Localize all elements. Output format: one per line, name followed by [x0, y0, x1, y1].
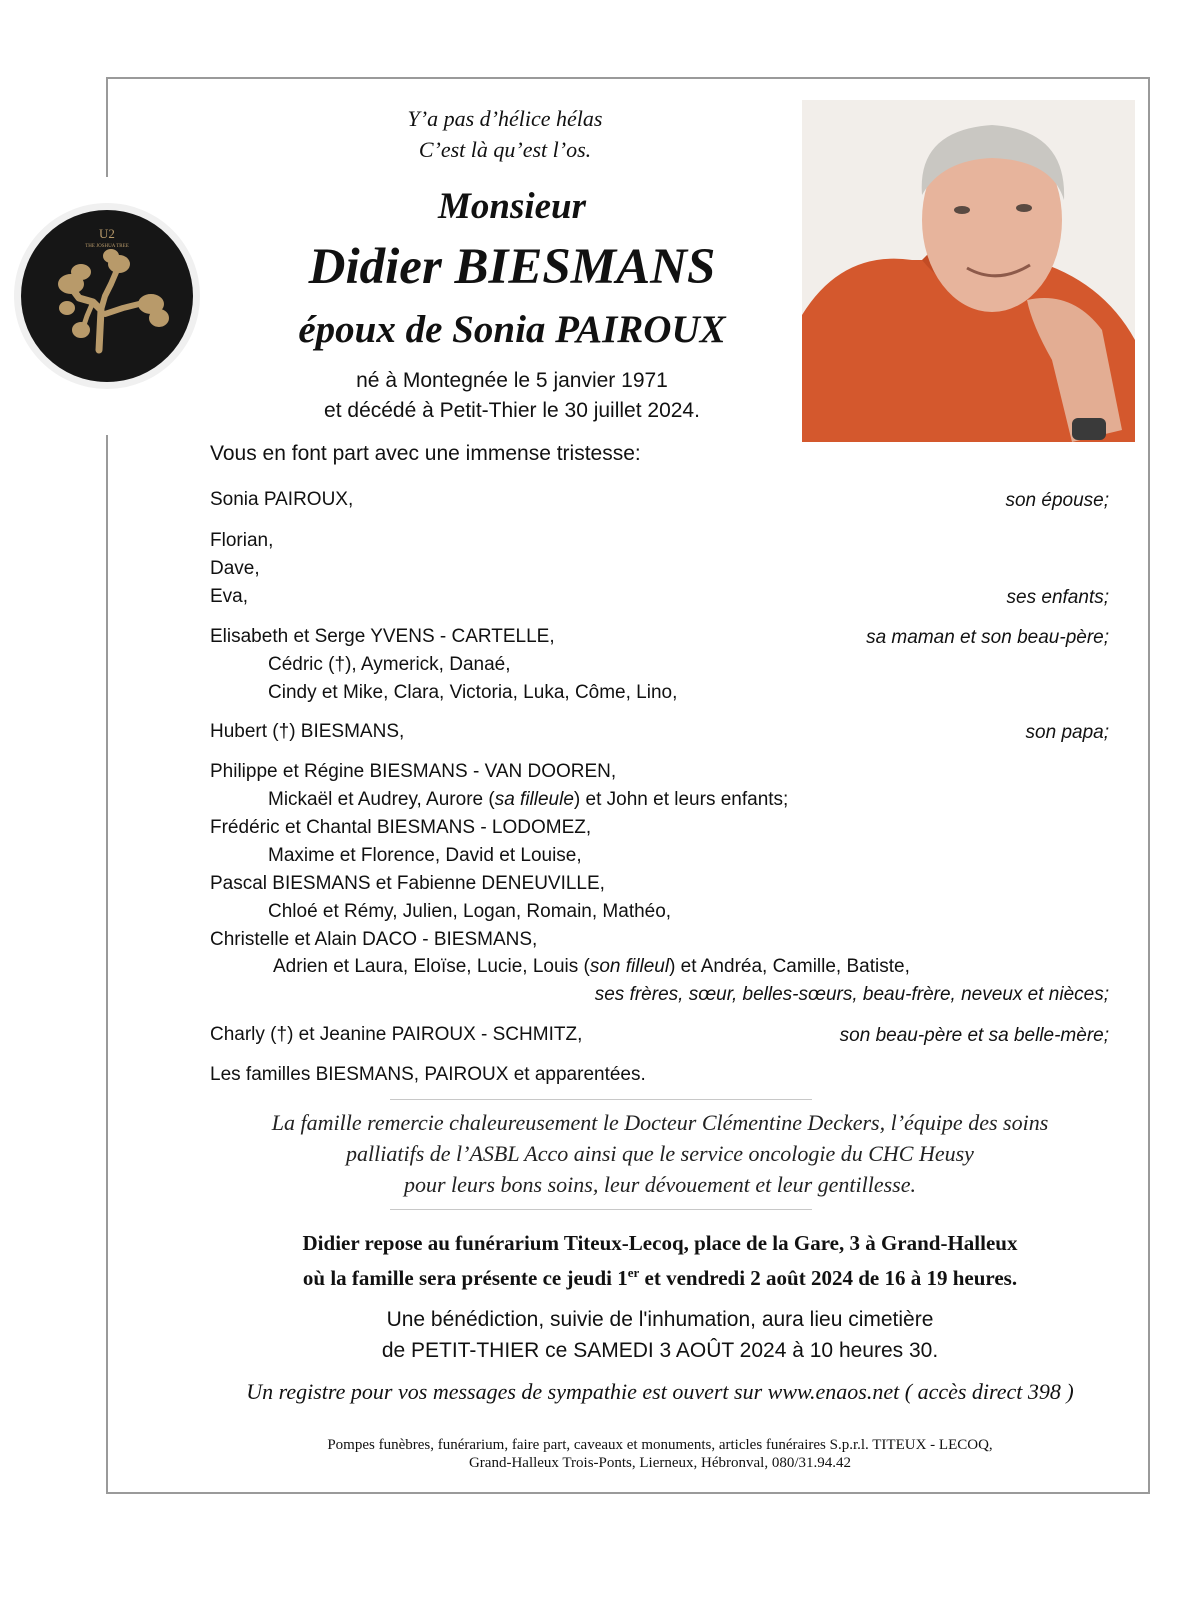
- footer-line: Grand-Halleux Trois-Ponts, Lierneux, Hébronval, 080/31.94.42: [468, 1455, 852, 1471]
- frame-top-border: [106, 77, 1150, 79]
- deceased-name: Didier BIESMANS: [308, 239, 716, 295]
- family-role: son beau-père et sa belle-mère;: [839, 1025, 1109, 1046]
- epitaph-motto: [305, 103, 705, 165]
- funeral-home-footer: [160, 1436, 1160, 1472]
- condolence-registry: Un registre pour vos messages de sympathie est ouvert sur www.enaos.net ( accès direct 398 ): [246, 1379, 1074, 1404]
- family-line: Philippe et Régine BIESMANS - VAN DOOREN,: [210, 761, 617, 782]
- visitation-line: [210, 1258, 1110, 1293]
- family-line: Chloé et Rémy, Julien, Logan, Romain, Mathéo,: [268, 901, 672, 922]
- family-line: Florian,: [210, 530, 274, 551]
- divider: [390, 1209, 812, 1210]
- family-line: Christelle et Alain DACO - BIESMANS,: [210, 929, 538, 950]
- family-line: Dave,: [210, 558, 260, 579]
- acknowledgement: [210, 1107, 1110, 1200]
- family-line: Pascal BIESMANS et Fabienne DENEUVILLE,: [210, 873, 605, 894]
- acknowledgement-line: pour leurs bons soins, leur dévouement et leur gentillesse.: [403, 1172, 917, 1197]
- spouse-line: époux de Sonia PAIROUX: [298, 308, 726, 351]
- frame-right-border: [1148, 77, 1150, 1494]
- family-text: ) et John et leurs enfants;: [573, 789, 789, 810]
- visitation-text: et vendredi 2 août 2024 de 16 à 19 heures.: [639, 1266, 1018, 1290]
- family-line: Cédric (†), Aymerick, Danaé,: [268, 654, 511, 675]
- family-line: Sonia PAIROUX,: [210, 489, 354, 510]
- portrait-photo: [802, 100, 1135, 442]
- death-line: et décédé à Petit-Thier le 30 juillet 2024.: [324, 399, 700, 422]
- family-text: ) et Andréa, Camille, Batiste,: [669, 956, 910, 977]
- visitation-text: où la famille sera présente ce jeudi 1: [302, 1266, 628, 1290]
- family-line: Maxime et Florence, David et Louise,: [268, 845, 582, 866]
- visitation-info: [210, 1228, 1110, 1293]
- portrait-illustration: [802, 100, 1135, 442]
- acknowledgement-line: palliatifs de l’ASBL Acco ainsi que le service oncologie du CHC Heusy: [346, 1141, 974, 1166]
- family-line: Les familles BIESMANS, PAIROUX et apparentées.: [210, 1064, 646, 1085]
- family-role: sa maman et son beau-père;: [866, 627, 1109, 648]
- family-line: [268, 789, 788, 811]
- godchild-note: sa filleule: [494, 789, 574, 810]
- frame-left-border-lower: [106, 435, 108, 1494]
- ordinal-suffix: er: [627, 1265, 640, 1280]
- family-role: son épouse;: [1005, 490, 1109, 511]
- divider: [390, 1099, 812, 1100]
- honorific-title: Monsieur: [437, 186, 587, 227]
- family-text: Adrien et Laura, Eloïse, Lucie, Louis (: [273, 956, 590, 977]
- birth-line: né à Montegnée le 5 janvier 1971: [356, 369, 668, 392]
- family-role: son papa;: [1025, 722, 1109, 743]
- family-line: Elisabeth et Serge YVENS - CARTELLE,: [210, 626, 555, 647]
- family-line: Eva,: [210, 586, 249, 607]
- family-line: Frédéric et Chantal BIESMANS - LODOMEZ,: [210, 817, 592, 838]
- godchild-note: son filleul: [589, 956, 670, 977]
- family-line: Cindy et Mike, Clara, Victoria, Luka, Côme, Lino,: [268, 682, 678, 703]
- family-role: ses frères, sœur, belles-sœurs, beau-frère, neveux et nièces;: [594, 984, 1109, 1005]
- frame-bottom-border: [106, 1492, 1150, 1494]
- visitation-line: Didier repose au funérarium Titeux-Lecoq, place de la Gare, 3 à Grand-Halleux: [302, 1231, 1018, 1255]
- acknowledgement-line: La famille remercie chaleureusement le Docteur Clémentine Deckers, l’équipe des soins: [271, 1110, 1049, 1135]
- emblem-album-text: THE JOSHUA TREE: [85, 244, 129, 249]
- ceremony-line: de PETIT-THIER ce SAMEDI 3 AOÛT 2024 à 10 heures 30.: [381, 1339, 939, 1362]
- announcement-intro: Vous en font part avec une immense tristesse:: [210, 442, 641, 465]
- ceremony-info: [210, 1304, 1110, 1366]
- motto-line: Y’a pas d’hélice hélas: [407, 106, 603, 131]
- ceremony-line: Une bénédiction, suivie de l'inhumation, aura lieu cimetière: [386, 1308, 934, 1331]
- emblem-band-text: U2: [99, 226, 115, 241]
- birth-death-dates: [212, 366, 812, 426]
- footer-line: Pompes funèbres, funérarium, faire part, caveaux et monuments, articles funéraires S.p.r.l. TITEUX - LECOQ,: [327, 1437, 993, 1453]
- motto-line: C’est là qu’est l’os.: [418, 137, 592, 162]
- family-line: Hubert (†) BIESMANS,: [210, 721, 405, 742]
- frame-left-border-upper: [106, 77, 108, 177]
- family-text: Mickaël et Audrey, Aurore (: [268, 789, 495, 810]
- family-line: Charly (†) et Jeanine PAIROUX - SCHMITZ,: [210, 1024, 583, 1045]
- family-role: ses enfants;: [1006, 587, 1109, 608]
- u2-joshua-tree-emblem: [21, 210, 193, 382]
- family-line: [273, 956, 910, 978]
- joshua-tree-logo: [21, 210, 193, 382]
